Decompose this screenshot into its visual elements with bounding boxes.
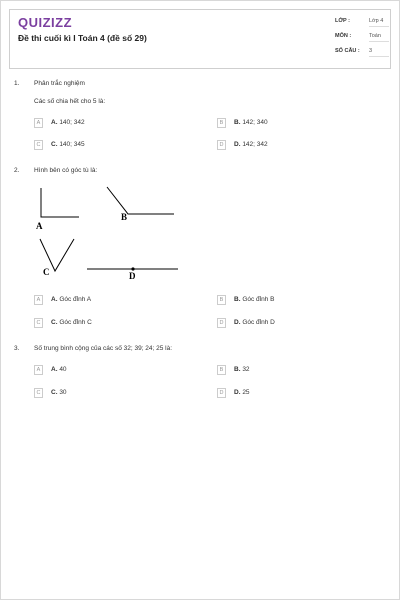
quizizz-logo: QUIZIZZ bbox=[18, 15, 73, 30]
option-label: C. bbox=[51, 141, 58, 148]
option-label: A. bbox=[51, 296, 58, 303]
option-letter-box: B bbox=[217, 118, 226, 128]
option-text: 25 bbox=[242, 389, 250, 396]
option-text: Góc đỉnh A bbox=[59, 296, 92, 303]
question-heading: Phân trắc nghiệm bbox=[34, 80, 85, 87]
angle-d-label: D bbox=[129, 271, 136, 281]
question-number: 3. bbox=[14, 345, 20, 352]
angle-d bbox=[87, 267, 178, 281]
option-letter-box: B bbox=[217, 295, 226, 305]
meta-question-count-value: 3 bbox=[369, 48, 389, 57]
meta-subject-value: Toán bbox=[369, 33, 389, 42]
option-text: 140; 342 bbox=[59, 119, 85, 126]
option-text: Góc đỉnh D bbox=[242, 319, 275, 326]
option-label: C. bbox=[51, 319, 58, 326]
option-letter-box: D bbox=[217, 318, 226, 328]
option-letter-box: A bbox=[34, 118, 43, 128]
option-text: 32 bbox=[242, 366, 250, 373]
meta-subject-label: MÔN : bbox=[335, 33, 352, 39]
angle-b-label: B bbox=[121, 212, 128, 222]
angle-a bbox=[36, 188, 79, 231]
question-number: 2. bbox=[14, 167, 20, 174]
option-letter-box: C bbox=[34, 140, 43, 150]
option-text: 142; 340 bbox=[242, 119, 268, 126]
meta-question-count-label: SỐ CÂU : bbox=[335, 48, 360, 54]
angle-c bbox=[40, 239, 74, 277]
meta-class-value: Lớp 4 bbox=[369, 18, 389, 27]
option-label: A. bbox=[51, 366, 58, 373]
question-text: Các số chia hết cho 5 là: bbox=[34, 98, 106, 105]
option-letter-box: C bbox=[34, 388, 43, 398]
angle-figure bbox=[31, 183, 191, 283]
option-text: 40 bbox=[59, 366, 67, 373]
option-text: Góc đỉnh C bbox=[59, 319, 92, 326]
option-text: 142; 342 bbox=[242, 141, 268, 148]
question-text: Số trung bình cộng của các số 32; 39; 24; 25 là: bbox=[34, 345, 173, 352]
option-text: 30 bbox=[59, 389, 67, 396]
angle-a-label: A bbox=[36, 221, 43, 231]
option-letter-box: B bbox=[217, 365, 226, 375]
option-label: A. bbox=[51, 119, 58, 126]
option-label: C. bbox=[51, 389, 58, 396]
option-label: B. bbox=[234, 296, 241, 303]
angle-b bbox=[107, 187, 174, 222]
option-text: Góc đỉnh B bbox=[242, 296, 275, 303]
option-letter-box: A bbox=[34, 295, 43, 305]
option-letter-box: C bbox=[34, 318, 43, 328]
option-label: B. bbox=[234, 366, 241, 373]
angle-c-label: C bbox=[43, 267, 50, 277]
option-letter-box: D bbox=[217, 388, 226, 398]
option-label: D. bbox=[234, 319, 241, 326]
meta-class-label: LỚP : bbox=[335, 18, 350, 24]
option-label: D. bbox=[234, 141, 241, 148]
question-text: Hình bên có góc tù là: bbox=[34, 167, 98, 174]
option-letter-box: A bbox=[34, 365, 43, 375]
option-label: B. bbox=[234, 119, 241, 126]
worksheet-title: Đề thi cuối kì I Toán 4 (đề số 29) bbox=[18, 33, 147, 43]
option-letter-box: D bbox=[217, 140, 226, 150]
worksheet-header bbox=[9, 9, 391, 69]
question-number: 1. bbox=[14, 80, 20, 87]
option-label: D. bbox=[234, 389, 241, 396]
option-text: 140; 345 bbox=[59, 141, 85, 148]
